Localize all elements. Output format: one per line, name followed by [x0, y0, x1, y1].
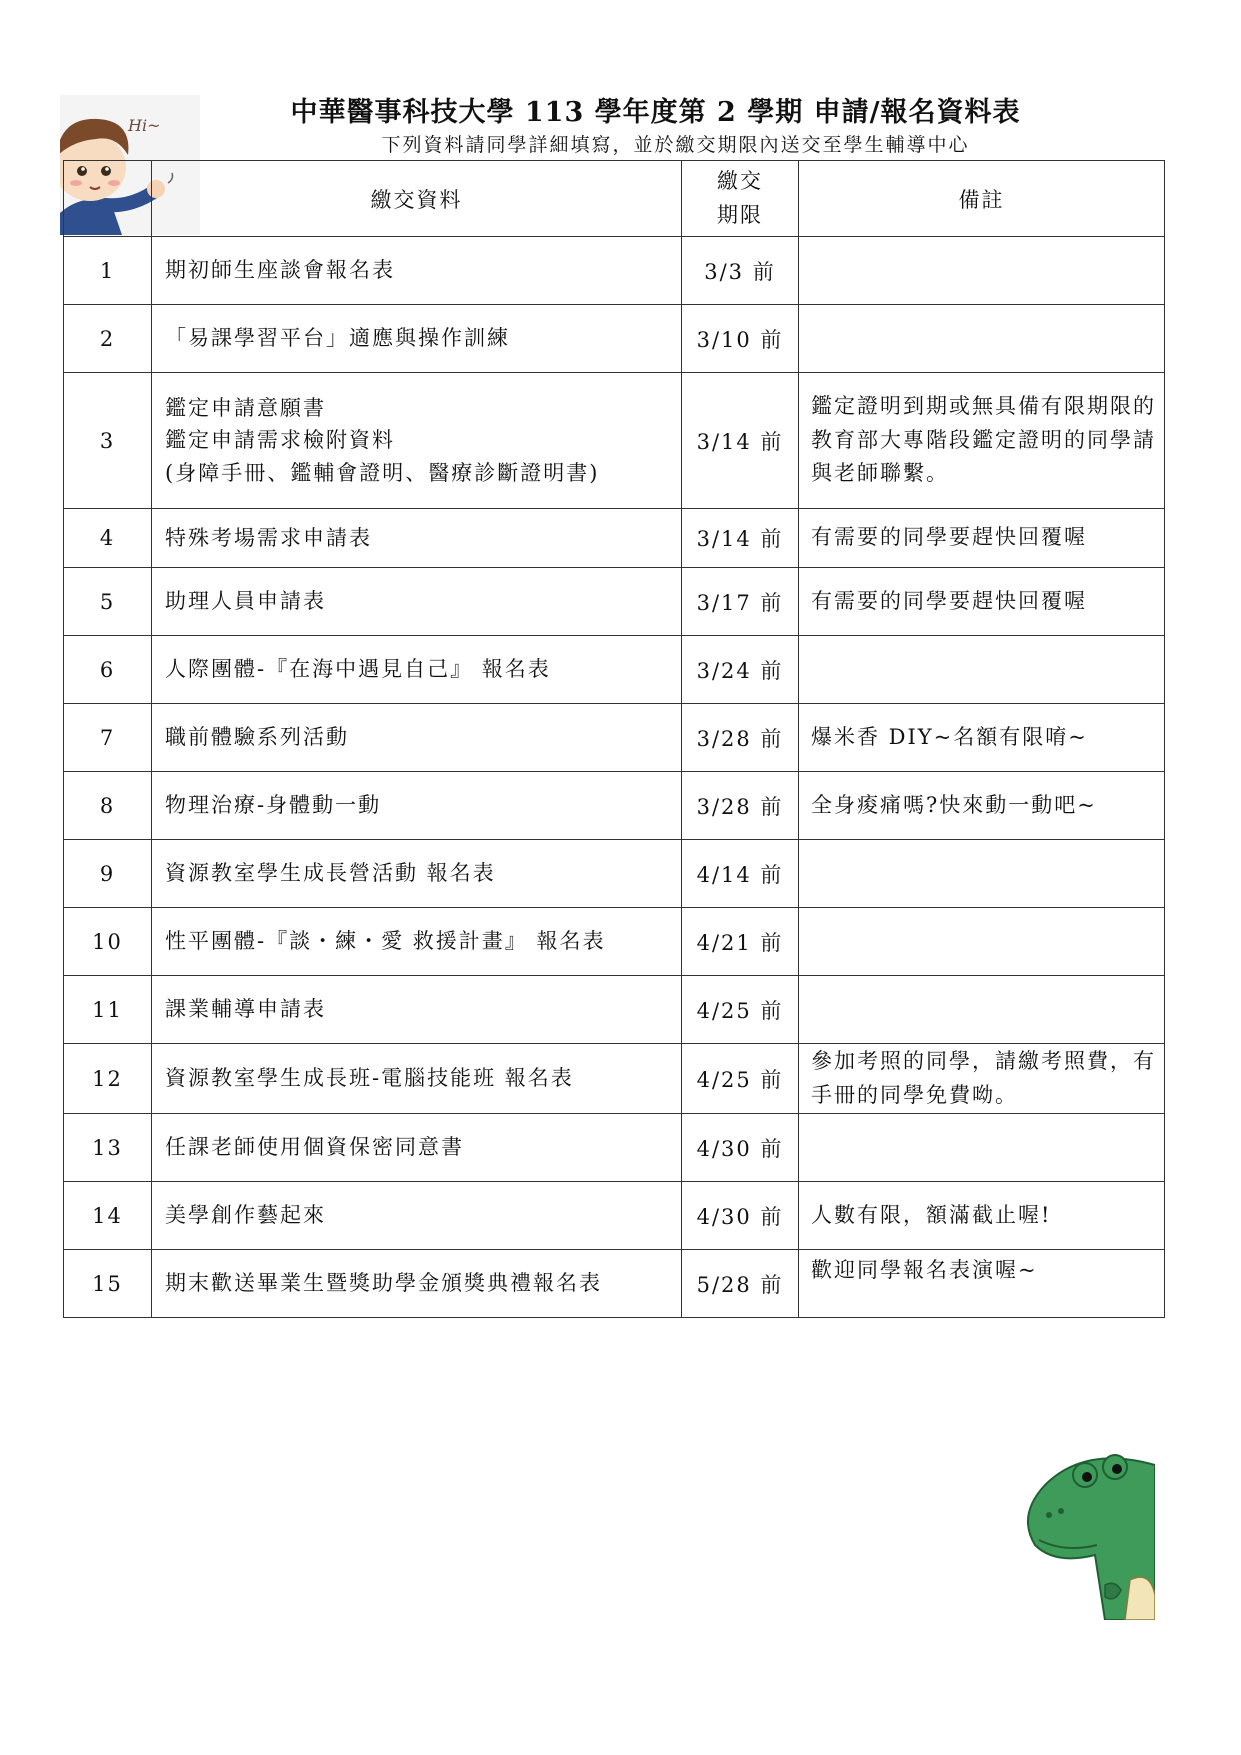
row-item-line: 助理人員申請表 — [165, 589, 326, 614]
row-item-line: 資源教室學生成長班-電腦技能班 報名表 — [165, 1066, 574, 1091]
row-number: 11 — [64, 976, 152, 1044]
row-item-line: 期末歡送畢業生暨獎助學金頒獎典禮報名表 — [165, 1271, 602, 1296]
row-item-line: 鑑定申請需求檢附資料 — [165, 428, 395, 453]
row-deadline: 3/28 前 — [682, 704, 799, 772]
table-row — [64, 1250, 1165, 1318]
row-note — [799, 237, 1165, 305]
row-deadline: 3/10 前 — [682, 305, 799, 373]
row-number: 7 — [64, 704, 152, 772]
table-row — [64, 1114, 1165, 1182]
row-note: 有需要的同學要趕快回覆喔 — [799, 509, 1165, 568]
table-row — [64, 305, 1165, 373]
table-row — [64, 908, 1165, 976]
row-number: 5 — [64, 568, 152, 636]
page-title: 中華醫事科技大學 113 學年度第 2 學期 申請/報名資料表 — [290, 97, 1021, 128]
header-note: 備註 — [799, 161, 1165, 237]
table-row — [64, 373, 1165, 509]
row-item — [152, 976, 682, 1044]
row-item-line: (身障手冊、鑑輔會證明、醫療診斷證明書) — [165, 460, 600, 485]
row-note: 爆米香 DIY~名額有限唷~ — [799, 704, 1165, 772]
row-item — [152, 373, 682, 509]
row-item — [152, 1114, 682, 1182]
header-no — [64, 161, 152, 237]
row-item-line: 資源教室學生成長營活動 報名表 — [165, 861, 496, 886]
row-number: 8 — [64, 772, 152, 840]
boy-greeting-text: Hi~ — [128, 116, 161, 135]
table-row — [64, 568, 1165, 636]
row-number: 14 — [64, 1182, 152, 1250]
row-item-line: 任課老師使用個資保密同意書 — [165, 1135, 464, 1160]
row-deadline: 3/28 前 — [682, 772, 799, 840]
row-deadline: 3/14 前 — [682, 509, 799, 568]
table-row — [64, 704, 1165, 772]
row-number: 3 — [64, 373, 152, 509]
row-number: 1 — [64, 237, 152, 305]
row-note — [799, 976, 1165, 1044]
row-number: 6 — [64, 636, 152, 704]
row-item-line: 特殊考場需求申請表 — [165, 525, 372, 550]
row-note — [799, 840, 1165, 908]
table-row — [64, 237, 1165, 305]
row-deadline: 4/25 前 — [682, 1044, 799, 1114]
row-deadline: 4/30 前 — [682, 1114, 799, 1182]
row-item — [152, 840, 682, 908]
row-note: 有需要的同學要趕快回覆喔 — [799, 568, 1165, 636]
row-note — [799, 908, 1165, 976]
row-item — [152, 568, 682, 636]
row-deadline: 3/17 前 — [682, 568, 799, 636]
crocodile-illustration — [1025, 1445, 1155, 1620]
row-deadline: 4/25 前 — [682, 976, 799, 1044]
row-item — [152, 636, 682, 704]
header-deadline-line1: 繳交 — [717, 168, 763, 193]
header-deadline — [682, 161, 799, 237]
row-deadline: 4/14 前 — [682, 840, 799, 908]
row-item-line: 美學創作藝起來 — [165, 1203, 326, 1228]
row-note — [799, 1114, 1165, 1182]
row-item — [152, 1182, 682, 1250]
row-number: 10 — [64, 908, 152, 976]
row-number: 4 — [64, 509, 152, 568]
row-item-line: 人際團體-『在海中遇見自己』 報名表 — [165, 657, 551, 682]
table-row — [64, 636, 1165, 704]
row-note: 全身痠痛嗎?快來動一動吧~ — [799, 772, 1165, 840]
row-item — [152, 1250, 682, 1318]
row-item-line: 鑑定申請意願書 — [165, 395, 326, 420]
row-item-line: 物理治療-身體動一動 — [165, 793, 382, 818]
row-note — [799, 305, 1165, 373]
row-item-line: 期初師生座談會報名表 — [165, 258, 395, 283]
row-number: 2 — [64, 305, 152, 373]
row-item — [152, 908, 682, 976]
row-number: 13 — [64, 1114, 152, 1182]
application-table — [63, 160, 1165, 1318]
row-deadline: 3/14 前 — [682, 373, 799, 509]
row-item — [152, 1044, 682, 1114]
row-number: 15 — [64, 1250, 152, 1318]
row-note: 人數有限，額滿截止喔! — [799, 1182, 1165, 1250]
row-item-line: 課業輔導申請表 — [165, 997, 326, 1022]
row-deadline: 3/3 前 — [682, 237, 799, 305]
row-deadline: 4/21 前 — [682, 908, 799, 976]
row-note — [799, 636, 1165, 704]
row-item — [152, 509, 682, 568]
table-row — [64, 840, 1165, 908]
row-deadline: 5/28 前 — [682, 1250, 799, 1318]
row-deadline: 4/30 前 — [682, 1182, 799, 1250]
row-item-line: 性平團體-『談・練・愛 救援計畫』 報名表 — [165, 929, 606, 954]
row-note: 鑑定證明到期或無具備有限期限的教育部大專階段鑑定證明的同學請與老師聯繫。 — [799, 373, 1165, 509]
row-number: 12 — [64, 1044, 152, 1114]
row-item-line: 「易課學習平台」適應與操作訓練 — [165, 326, 510, 351]
header-deadline-line2: 期限 — [717, 202, 763, 227]
header-item: 繳交資料 — [152, 161, 682, 237]
table-row — [64, 1044, 1165, 1114]
table-header-row — [64, 161, 1165, 237]
table-row — [64, 509, 1165, 568]
row-item — [152, 704, 682, 772]
row-item — [152, 305, 682, 373]
row-number: 9 — [64, 840, 152, 908]
table-row — [64, 976, 1165, 1044]
table-row — [64, 1182, 1165, 1250]
row-deadline: 3/24 前 — [682, 636, 799, 704]
row-item — [152, 772, 682, 840]
row-note: 歡迎同學報名表演喔~ — [799, 1250, 1165, 1318]
page-subtitle: 下列資料請同學詳細填寫，並於繳交期限內送交至學生輔導中心 — [381, 134, 970, 156]
row-note: 參加考照的同學，請繳考照費，有手冊的同學免費呦。 — [799, 1044, 1165, 1114]
row-item — [152, 237, 682, 305]
row-item-line: 職前體驗系列活動 — [165, 725, 349, 750]
table-row — [64, 772, 1165, 840]
